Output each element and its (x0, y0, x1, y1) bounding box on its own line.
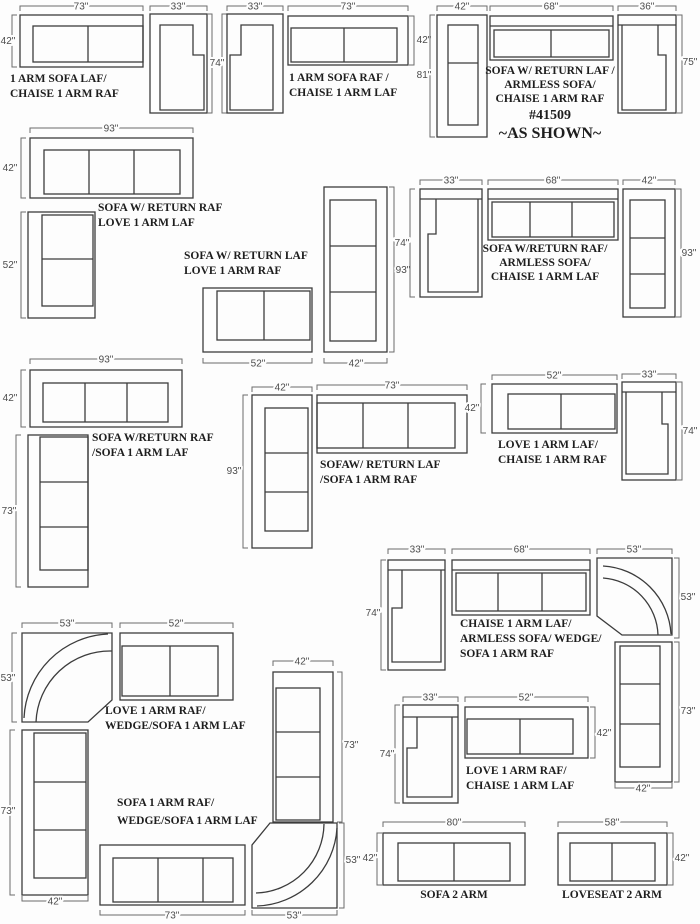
config-label: ARMLESS SOFA/ WEDGE/ (460, 633, 602, 645)
armless-sofa-outline (452, 560, 590, 615)
dim-bracket (674, 558, 679, 638)
config-label: SOFA W/ RETURN RAF (98, 202, 223, 214)
config-label: SOFAW/ RETURN LAF (320, 459, 441, 471)
config-label: SOFA W/ RETURN LAF / (485, 65, 615, 77)
dim-label: 52" (168, 618, 184, 630)
config-label: CHAISE 1 ARM RAF (10, 88, 119, 100)
dim-label: 42" (348, 358, 364, 370)
dim-label: 36" (639, 1, 655, 13)
sofa-outline (20, 15, 143, 67)
config-label: /SOFA 1 ARM LAF (92, 447, 189, 459)
dim-label: 33" (443, 175, 459, 187)
config-sofa-return-raf-love-laf (3, 124, 223, 319)
dim-label: 75" (682, 57, 698, 68)
dim-bracket (668, 833, 673, 885)
sofa-outline (273, 672, 333, 822)
dim-label: 42" (464, 403, 480, 414)
armless-sofa-outline (488, 189, 618, 240)
dim-label: 33" (170, 1, 186, 13)
wedge-back-arc (257, 828, 337, 906)
config-label: ARMLESS SOFA/ (504, 79, 596, 91)
dim-label: 42" (641, 175, 657, 187)
dim-label: 73" (384, 380, 400, 392)
config-sofa-return-raf-sofa-laf (2, 355, 214, 588)
dim-label: 74" (379, 749, 395, 760)
dim-label: 53" (0, 673, 16, 684)
chaise-seat (626, 392, 668, 474)
chaise-seat (428, 199, 478, 292)
chaise-outline (388, 560, 445, 670)
config-label: LOVE 1 ARM LAF/ (498, 439, 598, 451)
config-sofa-raf-chaise-laf (288, 2, 432, 100)
dim-bracket (243, 395, 248, 548)
dim-label: 58" (604, 817, 620, 829)
dim-label: 52" (546, 370, 562, 382)
config-sofa-laf-chaise-raf (1, 2, 283, 114)
dim-label: 33" (409, 544, 425, 556)
chaise-outline (403, 705, 458, 803)
dim-label: 73" (73, 1, 89, 13)
sofa-outline (615, 642, 672, 782)
dim-label: 93" (103, 123, 119, 135)
dim-label: 42" (416, 35, 432, 46)
config-label: WEDGE/SOFA 1 ARM LAF (105, 720, 246, 732)
dim-label: 73" (164, 910, 180, 922)
chaise-outline (420, 189, 482, 297)
wedge-seat-arc (256, 824, 324, 893)
dim-label: 42" (2, 393, 18, 404)
sofa-seat (40, 437, 88, 570)
sofa-outline (28, 435, 88, 587)
config-label: SOFA 2 ARM (420, 889, 488, 901)
dim-bracket (409, 16, 414, 65)
dim-bracket (339, 823, 344, 908)
dim-label: 52" (518, 692, 534, 704)
chaise-seat (392, 570, 441, 662)
sofa-outline (22, 730, 88, 895)
dim-bracket (677, 15, 682, 113)
dim-label: 42" (454, 1, 470, 13)
dim-bracket (590, 707, 595, 758)
config-label: CHAISE 1 ARM LAF (466, 780, 575, 792)
config-label: LOVE 1 ARM RAF/ (105, 705, 206, 717)
model-number: #41509 (529, 108, 571, 123)
config-chaise-laf-armless-wedge-sofa-raf (366, 545, 696, 795)
armless-seat (492, 202, 614, 237)
dim-bracket (16, 435, 21, 587)
config-label: SOFA W/RETURN RAF/ (482, 243, 608, 255)
return-outline (437, 15, 487, 137)
wedge-back-arc (603, 566, 671, 634)
dim-label: 53" (626, 544, 642, 556)
config-label: LOVESEAT 2 ARM (562, 889, 662, 901)
dim-label: 93" (681, 248, 697, 259)
dim-label: 74" (365, 608, 381, 619)
dim-label: 42" (635, 783, 651, 795)
dim-label: 52" (250, 358, 266, 370)
armless-seat (456, 573, 586, 611)
config-as-shown-41509 (417, 2, 698, 143)
config-sofa-return-raf-armless-chaise-laf (395, 176, 697, 318)
as-shown-note: ~AS SHOWN~ (498, 125, 602, 142)
config-label: CHAISE 1 ARM LAF (490, 271, 600, 283)
dim-label: 68" (513, 544, 529, 556)
chaise-outline (227, 14, 283, 113)
sofa-seat (276, 688, 320, 820)
dim-label: 53" (59, 618, 75, 630)
config-label: CHAISE 1 ARM RAF (495, 93, 605, 105)
config-loveseat-2-arm (558, 818, 690, 902)
dim-label: 42" (294, 656, 310, 668)
wedge-outline (597, 558, 672, 635)
dim-bracket (481, 384, 486, 433)
config-love-raf-wedge-sofa-laf (1, 619, 246, 908)
dim-bracket (410, 189, 415, 297)
loveseat-outline (203, 288, 312, 352)
loveseat-outline (465, 707, 588, 758)
config-label: 1 ARM SOFA RAF / (289, 72, 389, 84)
dim-label: 53" (680, 592, 696, 603)
config-sofa-return-laf-love-raf (184, 187, 411, 370)
chaise-seat (160, 25, 204, 110)
config-label: CHAISE 1 ARM LAF/ (460, 618, 572, 630)
sofa-seat (44, 150, 180, 194)
dim-label: 42" (47, 896, 63, 908)
config-label: SOFA 1 ARM RAF/ (117, 797, 215, 809)
config-label: SOFA W/RETURN RAF (92, 432, 214, 444)
dim-label: 93" (395, 265, 411, 276)
config-label: CHAISE 1 ARM RAF (498, 454, 607, 466)
loveseat-outline (28, 212, 95, 318)
sofa-outline (30, 138, 193, 198)
dim-bracket (677, 382, 682, 480)
dim-label: 73" (0, 806, 16, 817)
dim-label: 68" (545, 175, 561, 187)
sofa-seat (43, 383, 168, 422)
dim-label: 74" (682, 426, 698, 437)
dim-bracket (337, 672, 342, 822)
sofa-seat (265, 408, 308, 531)
sofa-seat (317, 403, 455, 448)
sofa-seat (330, 200, 376, 341)
config-label: LOVE 1 ARM LAF (98, 217, 195, 229)
sofa-seat (113, 858, 233, 902)
loveseat-outline (120, 633, 233, 700)
dim-label: 73" (343, 740, 359, 751)
sofa-outline (324, 187, 387, 352)
loveseat-seat (42, 215, 93, 306)
dim-label: 53" (286, 910, 302, 922)
sofa-outline (623, 189, 675, 317)
loveseat-outline (492, 384, 617, 433)
dim-bracket (395, 705, 400, 803)
dim-label: 80" (446, 817, 462, 829)
sofa-seat (630, 200, 665, 308)
dim-label: 53" (345, 855, 361, 866)
dim-bracket (377, 833, 382, 885)
config-label: 1 ARM SOFA LAF/ (10, 73, 107, 85)
dim-label: 42" (0, 36, 16, 47)
config-love-raf-chaise-laf (380, 693, 612, 804)
chaise-outline (150, 14, 207, 113)
dim-label: 42" (596, 728, 612, 739)
config-sofa-return-laf-sofa-raf (227, 381, 467, 549)
dim-bracket (389, 187, 394, 352)
config-label: ARMLESS SOFA/ (499, 257, 591, 269)
dim-label: 74" (209, 58, 225, 69)
config-label: CHAISE 1 ARM LAF (289, 87, 398, 99)
sofa-outline (288, 16, 408, 65)
dim-bracket (674, 642, 679, 782)
dim-label: 42" (2, 163, 18, 174)
dim-label: 74" (394, 238, 410, 249)
dim-label: 42" (674, 853, 690, 864)
dim-label: 73" (1, 506, 17, 517)
chaise-seat (230, 25, 273, 110)
sofa-outline (30, 370, 182, 427)
dim-bracket (21, 212, 26, 318)
config-label: SOFA 1 ARM RAF (460, 648, 555, 660)
dim-label: 42" (362, 853, 378, 864)
dim-label: 73" (340, 1, 356, 13)
config-label: SOFA W/ RETURN LAF (184, 250, 308, 262)
wedge-back-arc (24, 634, 108, 718)
dim-label: 68" (543, 1, 559, 13)
dim-bracket (21, 138, 26, 198)
sofa-seat (620, 646, 660, 767)
config-love-laf-chaise-raf (465, 370, 698, 481)
sofa-outline (317, 395, 467, 453)
chaise-seat (622, 25, 666, 110)
config-sofa-2-arm (363, 818, 525, 902)
dim-label: 33" (641, 369, 657, 381)
config-label: WEDGE/SOFA 1 ARM LAF (117, 815, 258, 827)
dim-bracket (381, 560, 386, 670)
config-label: /SOFA 1 ARM RAF (320, 474, 418, 486)
sofa-outline (100, 845, 245, 905)
sofa-seat (34, 733, 86, 878)
dim-label: 52" (2, 260, 18, 271)
sofa-outline (252, 395, 312, 548)
dim-label: 42" (274, 382, 290, 394)
dim-bracket (21, 370, 26, 427)
dim-bracket (676, 189, 681, 317)
chaise-outline (618, 15, 676, 113)
dim-label: 93" (98, 354, 114, 366)
config-label: LOVE 1 ARM RAF (184, 265, 282, 277)
dim-label: 33" (422, 692, 438, 704)
dim-label: 33" (247, 1, 263, 13)
config-label: LOVE 1 ARM RAF/ (466, 765, 567, 777)
dim-label: 73" (680, 706, 696, 717)
return-seat (448, 25, 478, 125)
dim-label: 93" (226, 466, 242, 477)
chaise-seat (407, 717, 452, 797)
dim-label: 81" (416, 70, 432, 81)
